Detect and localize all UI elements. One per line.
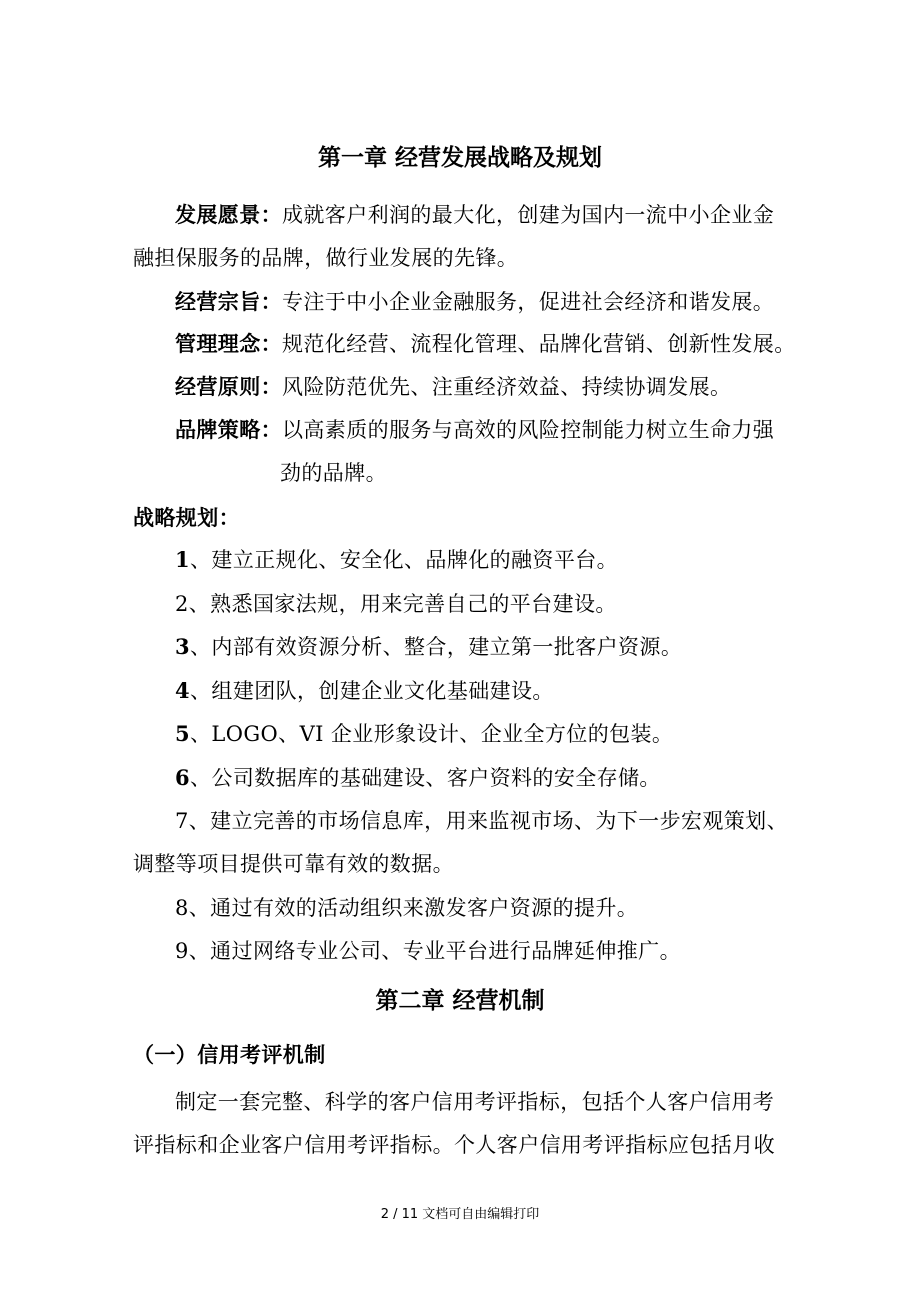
strategy-item bbox=[175, 719, 673, 749]
item-number: 4 bbox=[175, 678, 191, 703]
item-separator: 、 bbox=[188, 809, 211, 833]
item-separator: 、 bbox=[188, 939, 211, 963]
item-text: 熟悉国家法规，用来完善自己的平台建设。 bbox=[210, 592, 617, 616]
brand-text: 以高素质的服务与高效的风险控制能力树立生命力强 bbox=[282, 418, 775, 442]
strategy-item bbox=[175, 676, 554, 706]
item-number: 3 bbox=[175, 634, 191, 659]
item-text: 公司数据库的基础建设、客户资料的安全存储。 bbox=[211, 766, 661, 790]
principle-text: 风险防范优先、注重经济效益、持续协调发展。 bbox=[282, 375, 732, 399]
brand-text-continued: 劲的品牌。 bbox=[280, 461, 387, 485]
item-separator: 、 bbox=[190, 548, 212, 572]
strategy-item bbox=[175, 589, 617, 619]
strategy-item bbox=[175, 893, 638, 923]
purpose-text: 专注于中小企业金融服务，促进社会经济和谐发展。 bbox=[282, 290, 775, 314]
strategy-item bbox=[175, 763, 661, 793]
item-text: 内部有效资源分析、整合，建立第一批客户资源。 bbox=[211, 635, 683, 659]
item-text: 通过有效的活动组织来激发客户资源的提升。 bbox=[210, 896, 639, 920]
item-separator: 、 bbox=[190, 635, 212, 659]
philosophy-paragraph bbox=[175, 329, 796, 359]
strategy-item bbox=[175, 545, 618, 575]
page-footer: 2 / 11 文档可自由编辑打印 bbox=[380, 1207, 540, 1222]
vision-text: 成就客户利润的最大化，创建为国内一流中小企业金 bbox=[282, 203, 775, 227]
principle-paragraph bbox=[175, 372, 731, 402]
strategy-item bbox=[175, 936, 681, 966]
item-separator: 、 bbox=[190, 766, 212, 790]
vision-text-continued: 融担保服务的品牌，做行业发展的先锋。 bbox=[133, 246, 519, 270]
brand-paragraph bbox=[175, 415, 774, 445]
item-text: 通过网络专业公司、专业平台进行品牌延伸推广。 bbox=[210, 939, 681, 963]
philosophy-text: 规范化经营、流程化管理、品牌化营销、创新性发展。 bbox=[282, 332, 796, 356]
item-text: 建立正规化、安全化、品牌化的融资平台。 bbox=[211, 548, 619, 572]
section-1-paragraph: 制定一套完整、科学的客户信用考评指标，包括个人客户信用考 bbox=[175, 1090, 775, 1114]
chapter-1-title: 第一章 经营发展战略及规划 bbox=[317, 144, 602, 171]
section-1-title: （一）信用考评机制 bbox=[133, 1042, 326, 1067]
chapter-2-title: 第二章 经营机制 bbox=[375, 987, 545, 1014]
purpose-label: 经营宗旨： bbox=[175, 289, 282, 314]
item-number: 7 bbox=[175, 809, 189, 833]
vision-paragraph bbox=[175, 200, 774, 230]
item-number: 6 bbox=[175, 765, 191, 790]
item-number: 2 bbox=[175, 592, 189, 616]
item-separator: 、 bbox=[190, 722, 212, 746]
item-text: 组建团队，创建企业文化基础建设。 bbox=[211, 679, 554, 703]
purpose-paragraph bbox=[175, 287, 774, 317]
item-separator: 、 bbox=[190, 679, 212, 703]
item-number: 1 bbox=[175, 547, 191, 572]
strategy-item bbox=[175, 806, 788, 836]
brand-label: 品牌策略： bbox=[175, 417, 282, 442]
principle-label: 经营原则： bbox=[175, 374, 282, 399]
item-number: 5 bbox=[175, 721, 191, 746]
philosophy-label: 管理理念： bbox=[175, 331, 282, 356]
item-separator: 、 bbox=[188, 896, 211, 920]
item-text: LOGO、VI 企业形象设计、企业全方位的包装。 bbox=[211, 722, 674, 746]
item-number: 9 bbox=[175, 939, 189, 963]
strategy-item bbox=[175, 632, 682, 662]
item-separator: 、 bbox=[188, 592, 211, 616]
item-number: 8 bbox=[175, 896, 189, 920]
item-text: 建立完善的市场信息库，用来监视市场、为下一步宏观策划、 bbox=[210, 809, 788, 833]
vision-label: 发展愿景： bbox=[175, 202, 282, 227]
section-1-paragraph-continued: 评指标和企业客户信用考评指标。个人客户信用考评指标应包括月收 bbox=[133, 1133, 775, 1157]
strategy-item-continued: 调整等项目提供可靠有效的数据。 bbox=[133, 852, 454, 876]
strategy-heading: 战略规划： bbox=[133, 505, 240, 530]
